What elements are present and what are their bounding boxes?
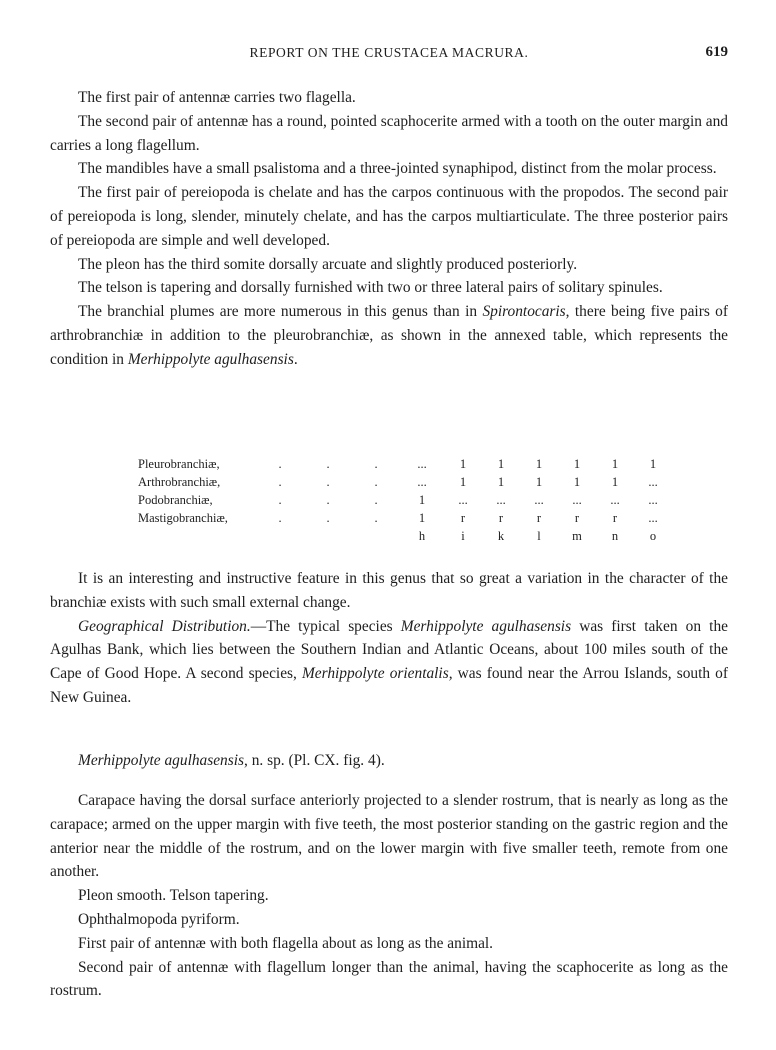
species-ref: Merhippolyte orientalis,: [301, 665, 453, 683]
table-cell: 1: [497, 475, 505, 489]
table-cell: 1: [535, 457, 543, 471]
paragraph-antennae-2: The second pair of antennæ has a round, pointed scaphocerite armed with a tooth on the outer margin and carries a long flagellum.: [50, 112, 728, 154]
paragraph-carapace: Carapace having the dorsal surface anteriorly projected to a slender rostrum, that is nearly as long as the carapace; armed on the upper margin with five teeth, the most posterior standing on the gastric region and the anterior near the middle of the rostrum, and on the lower margin with five smaller teeth, remote from one another.: [50, 792, 728, 881]
table-cell: 1: [459, 457, 467, 471]
paragraph-antennae-1: The first pair of antennæ carries two flagella.: [78, 89, 356, 106]
footer-letter: k: [497, 529, 505, 543]
paragraph-telson: The telson is tapering and dorsally furnished with two or three lateral pairs of solitary spinules.: [78, 279, 663, 297]
distribution-heading: Geographical Distribution.: [78, 617, 251, 635]
table-cell: 1: [459, 475, 467, 489]
paragraph-pleon-smooth: Pleon smooth. Telson tapering.: [78, 887, 269, 905]
table-cell: ...: [458, 493, 468, 507]
footer-letter: n: [611, 529, 619, 543]
paragraph-ophthalmopoda: Ophthalmopoda pyriform.: [78, 910, 240, 928]
species-name: Merhippolyte agulhasensis: [78, 752, 245, 769]
species-ref: Merhippolyte agulhasensis: [400, 617, 572, 635]
table-cell: ...: [417, 457, 427, 471]
footer-letter: o: [649, 529, 657, 543]
table-cell: 1: [611, 457, 619, 471]
running-header: [50, 45, 728, 67]
intro-text-block: [50, 86, 728, 372]
footer-letter: i: [461, 529, 465, 543]
page-number: 619: [705, 44, 728, 60]
table-cell: 1: [649, 457, 657, 471]
table-row: Arthrobranchiæ, . . . ... 1 1 1 1 1 ...: [138, 473, 672, 491]
paragraph-pleon: The pleon has the third somite dorsally arcuate and slightly produced posteriorly.: [78, 255, 578, 273]
table-cell: 1: [573, 457, 581, 471]
row-label: Podobranchiæ,: [138, 493, 213, 507]
running-title: REPORT ON THE CRUSTACEA MACRURA.: [249, 45, 529, 60]
table-cell: 1: [611, 475, 619, 489]
table-cell: r: [612, 511, 618, 525]
paragraph-first-antennae: First pair of antennæ with both flagella about as long as the animal.: [78, 934, 494, 952]
genus-ref: Spirontocaris: [482, 303, 566, 321]
distribution-text-block: [50, 567, 728, 710]
description-text-block: [50, 789, 728, 1003]
table-row: Podobranchiæ, . . . 1 ... ... ... ... ... ...: [138, 491, 672, 509]
table-cell: 1: [418, 493, 426, 507]
row-label: Mastigobranchiæ,: [138, 511, 228, 525]
species-heading: Merhippolyte agulhasensis, n. sp. (Pl. CX. fig. 4).: [78, 752, 385, 769]
table-cell: ...: [648, 493, 658, 507]
table-cell: 1: [535, 475, 543, 489]
table-row: Mastigobranchiæ, . . . 1 r r r r r ...: [138, 509, 672, 527]
table-cell: ...: [572, 493, 582, 507]
table-cell: r: [498, 511, 504, 525]
table-cell: ...: [648, 511, 658, 525]
table-cell: r: [536, 511, 542, 525]
paragraph-mandibles: The mandibles have a small psalistoma and a three-jointed synaphipod, distinct from the molar process.: [78, 160, 717, 178]
paragraph-distribution: Geographical Distribution.—The typical species Merhippolyte agulhasensis was first taken on the Agulhas Bank, which lies between the Southern Indian and Atlantic Oceans, about 100 miles south of the Cape of Good Hope. A second species, Merhippolyte orientalis, was found near the Arrou Islands, south of New Guinea.: [50, 617, 728, 706]
species-ref: Merhippolyte agulhasensis: [127, 350, 294, 368]
branchial-formula-table: [138, 455, 672, 545]
paragraph-second-antennae: Second pair of antennæ with flagellum longer than the animal, having the scaphocerite as long as the rostrum.: [50, 958, 728, 1000]
table-footer-row: [138, 527, 672, 545]
footer-letter: l: [537, 529, 541, 543]
table-cell: ...: [534, 493, 544, 507]
table-cell: ...: [648, 475, 658, 489]
table-cell: 1: [418, 511, 426, 525]
table-cell: r: [460, 511, 466, 525]
paragraph-pereiopoda: The first pair of pereiopoda is chelate and has the carpos continuous with the propodos. The second pair of pereiopoda is long, slender, minutely chelate, and has the carpos multiarticulate. The three posterior pairs of pereiopoda are simple and well developed.: [50, 184, 728, 249]
footer-letter: m: [572, 529, 582, 543]
table-cell: 1: [573, 475, 581, 489]
paragraph-variation: It is an interesting and instructive feature in this genus that so great a variation in the character of the branchiæ exists with such small external change.: [50, 570, 728, 611]
footer-letter: h: [418, 529, 426, 543]
paragraph-branchial-plumes: The branchial plumes are more numerous in this genus than in Spirontocaris, there being five pairs of arthrobranchiæ in addition to the pleurobranchiæ, as shown in the annexed table, which represents the condition in Merhippolyte agulhasensis.: [50, 303, 728, 368]
table-cell: 1: [497, 457, 505, 471]
table-cell: r: [574, 511, 580, 525]
table-cell: ...: [417, 475, 427, 489]
row-label: Arthrobranchiæ,: [138, 475, 221, 489]
table-row: Pleurobranchiæ, . . . ... 1 1 1 1 1 1: [138, 455, 672, 473]
table-cell: ...: [496, 493, 506, 507]
row-label: Pleurobranchiæ,: [138, 457, 220, 471]
table-cell: ...: [610, 493, 620, 507]
